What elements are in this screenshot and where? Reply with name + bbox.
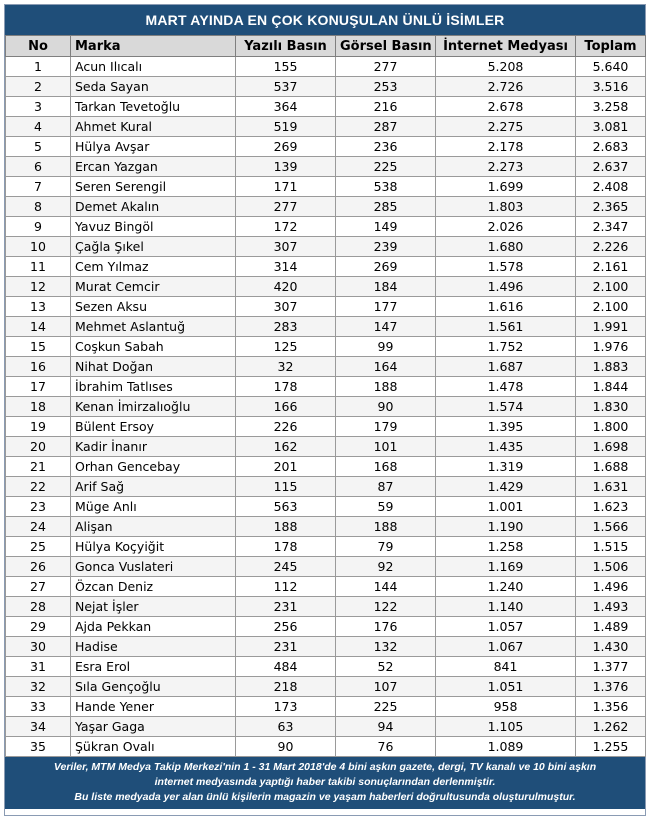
document-title: MART AYINDA EN ÇOK KONUŞULAN ÜNLÜ İSİMLER <box>5 5 645 35</box>
cell-gorsel-basin: 225 <box>336 697 436 717</box>
cell-toplam: 2.365 <box>576 197 646 217</box>
cell-no: 25 <box>6 537 71 557</box>
table-row <box>6 377 646 397</box>
cell-yazili-basin: 178 <box>236 377 336 397</box>
cell-name: Özcan Deniz <box>71 577 236 597</box>
cell-internet-medyasi: 958 <box>436 697 576 717</box>
cell-internet-medyasi: 2.178 <box>436 137 576 157</box>
cell-gorsel-basin: 94 <box>336 717 436 737</box>
cell-gorsel-basin: 168 <box>336 457 436 477</box>
cell-internet-medyasi: 1.616 <box>436 297 576 317</box>
table-row <box>6 77 646 97</box>
cell-internet-medyasi: 1.680 <box>436 237 576 257</box>
cell-gorsel-basin: 177 <box>336 297 436 317</box>
table-row <box>6 357 646 377</box>
table-row <box>6 57 646 77</box>
cell-no: 12 <box>6 277 71 297</box>
cell-name: Şükran Ovalı <box>71 737 236 757</box>
cell-no: 33 <box>6 697 71 717</box>
column-header-gorsel-basin: Görsel Basın <box>336 36 436 57</box>
cell-internet-medyasi: 1.169 <box>436 557 576 577</box>
cell-name: Hande Yener <box>71 697 236 717</box>
cell-toplam: 1.515 <box>576 537 646 557</box>
cell-gorsel-basin: 147 <box>336 317 436 337</box>
cell-name: Mehmet Aslantuğ <box>71 317 236 337</box>
table-row <box>6 97 646 117</box>
cell-gorsel-basin: 99 <box>336 337 436 357</box>
cell-name: Çağla Şıkel <box>71 237 236 257</box>
cell-internet-medyasi: 2.726 <box>436 77 576 97</box>
cell-toplam: 3.081 <box>576 117 646 137</box>
table-row <box>6 617 646 637</box>
cell-name: Murat Cemcir <box>71 277 236 297</box>
cell-name: Sıla Gençoğlu <box>71 677 236 697</box>
table-row <box>6 157 646 177</box>
cell-toplam: 1.489 <box>576 617 646 637</box>
cell-toplam: 1.376 <box>576 677 646 697</box>
cell-no: 3 <box>6 97 71 117</box>
cell-name: Demet Akalın <box>71 197 236 217</box>
cell-internet-medyasi: 1.067 <box>436 637 576 657</box>
cell-no: 8 <box>6 197 71 217</box>
cell-internet-medyasi: 1.001 <box>436 497 576 517</box>
column-header-no: No <box>6 36 71 57</box>
cell-no: 10 <box>6 237 71 257</box>
cell-internet-medyasi: 1.190 <box>436 517 576 537</box>
cell-yazili-basin: 537 <box>236 77 336 97</box>
cell-yazili-basin: 125 <box>236 337 336 357</box>
table-row <box>6 657 646 677</box>
cell-no: 26 <box>6 557 71 577</box>
cell-gorsel-basin: 149 <box>336 217 436 237</box>
cell-internet-medyasi: 1.803 <box>436 197 576 217</box>
table-row <box>6 557 646 577</box>
cell-no: 28 <box>6 597 71 617</box>
cell-gorsel-basin: 285 <box>336 197 436 217</box>
cell-gorsel-basin: 277 <box>336 57 436 77</box>
cell-yazili-basin: 307 <box>236 237 336 257</box>
cell-toplam: 2.100 <box>576 297 646 317</box>
cell-no: 27 <box>6 577 71 597</box>
table-row <box>6 457 646 477</box>
cell-no: 15 <box>6 337 71 357</box>
cell-yazili-basin: 364 <box>236 97 336 117</box>
cell-internet-medyasi: 1.140 <box>436 597 576 617</box>
cell-no: 11 <box>6 257 71 277</box>
table-row <box>6 257 646 277</box>
table-row <box>6 477 646 497</box>
table-body <box>6 57 646 757</box>
cell-yazili-basin: 484 <box>236 657 336 677</box>
cell-internet-medyasi: 1.319 <box>436 457 576 477</box>
cell-internet-medyasi: 1.561 <box>436 317 576 337</box>
cell-internet-medyasi: 1.258 <box>436 537 576 557</box>
cell-name: İbrahim Tatlıses <box>71 377 236 397</box>
table-row <box>6 677 646 697</box>
table-row <box>6 697 646 717</box>
cell-yazili-basin: 115 <box>236 477 336 497</box>
source-note-line-2: internet medyasında yaptığı haber takibi sonuçlarından derlenmiştir. <box>154 776 496 788</box>
cell-internet-medyasi: 1.089 <box>436 737 576 757</box>
cell-gorsel-basin: 538 <box>336 177 436 197</box>
cell-internet-medyasi: 1.057 <box>436 617 576 637</box>
cell-yazili-basin: 307 <box>236 297 336 317</box>
cell-no: 22 <box>6 477 71 497</box>
cell-toplam: 2.683 <box>576 137 646 157</box>
table-row <box>6 217 646 237</box>
cell-toplam: 1.844 <box>576 377 646 397</box>
cell-yazili-basin: 173 <box>236 697 336 717</box>
cell-gorsel-basin: 90 <box>336 397 436 417</box>
cell-name: Yavuz Bingöl <box>71 217 236 237</box>
table-row <box>6 197 646 217</box>
cell-no: 23 <box>6 497 71 517</box>
cell-name: Alişan <box>71 517 236 537</box>
cell-no: 1 <box>6 57 71 77</box>
cell-yazili-basin: 171 <box>236 177 336 197</box>
cell-no: 24 <box>6 517 71 537</box>
cell-yazili-basin: 63 <box>236 717 336 737</box>
cell-yazili-basin: 90 <box>236 737 336 757</box>
cell-internet-medyasi: 1.051 <box>436 677 576 697</box>
column-header-name: Marka <box>71 36 236 57</box>
cell-name: Seren Serengil <box>71 177 236 197</box>
cell-toplam: 1.688 <box>576 457 646 477</box>
cell-toplam: 1.991 <box>576 317 646 337</box>
table-row <box>6 177 646 197</box>
cell-no: 14 <box>6 317 71 337</box>
cell-toplam: 2.226 <box>576 237 646 257</box>
table-row <box>6 637 646 657</box>
cell-name: Ajda Pekkan <box>71 617 236 637</box>
table-row <box>6 737 646 757</box>
cell-yazili-basin: 218 <box>236 677 336 697</box>
cell-toplam: 1.430 <box>576 637 646 657</box>
cell-name: Hülya Koçyiğit <box>71 537 236 557</box>
table-row <box>6 417 646 437</box>
table-row <box>6 597 646 617</box>
cell-gorsel-basin: 179 <box>336 417 436 437</box>
cell-gorsel-basin: 132 <box>336 637 436 657</box>
cell-gorsel-basin: 87 <box>336 477 436 497</box>
table-header-row <box>6 36 646 57</box>
cell-name: Cem Yılmaz <box>71 257 236 277</box>
cell-name: Tarkan Tevetoğlu <box>71 97 236 117</box>
cell-yazili-basin: 420 <box>236 277 336 297</box>
cell-yazili-basin: 32 <box>236 357 336 377</box>
cell-yazili-basin: 188 <box>236 517 336 537</box>
cell-no: 18 <box>6 397 71 417</box>
cell-yazili-basin: 519 <box>236 117 336 137</box>
cell-yazili-basin: 269 <box>236 137 336 157</box>
ranking-document <box>4 4 646 816</box>
cell-name: Hülya Avşar <box>71 137 236 157</box>
cell-no: 16 <box>6 357 71 377</box>
cell-toplam: 2.161 <box>576 257 646 277</box>
cell-internet-medyasi: 841 <box>436 657 576 677</box>
table-row <box>6 237 646 257</box>
cell-name: Coşkun Sabah <box>71 337 236 357</box>
cell-no: 13 <box>6 297 71 317</box>
column-header-yazili-basin: Yazılı Basın <box>236 36 336 57</box>
cell-gorsel-basin: 76 <box>336 737 436 757</box>
table-row <box>6 397 646 417</box>
cell-no: 32 <box>6 677 71 697</box>
source-note-line-1: Veriler, MTM Medya Takip Merkezi'nin 1 - 31 Mart 2018'de 4 bini aşkın gazete, dergi, TV kanalı ve 10 bini aşkın <box>53 761 597 773</box>
cell-gorsel-basin: 122 <box>336 597 436 617</box>
cell-gorsel-basin: 92 <box>336 557 436 577</box>
cell-yazili-basin: 231 <box>236 597 336 617</box>
cell-gorsel-basin: 101 <box>336 437 436 457</box>
ranking-table <box>5 35 646 757</box>
cell-name: Nejat İşler <box>71 597 236 617</box>
table-row <box>6 437 646 457</box>
cell-toplam: 1.800 <box>576 417 646 437</box>
cell-internet-medyasi: 2.678 <box>436 97 576 117</box>
cell-toplam: 2.347 <box>576 217 646 237</box>
cell-no: 19 <box>6 417 71 437</box>
cell-name: Gonca Vuslateri <box>71 557 236 577</box>
cell-toplam: 2.637 <box>576 157 646 177</box>
cell-no: 4 <box>6 117 71 137</box>
cell-gorsel-basin: 52 <box>336 657 436 677</box>
cell-name: Hadise <box>71 637 236 657</box>
cell-internet-medyasi: 5.208 <box>436 57 576 77</box>
source-note-line-3: Bu liste medyada yer alan ünlü kişilerin magazin ve yaşam haberleri doğrultusunda oluşturulmuştur. <box>74 791 576 803</box>
cell-internet-medyasi: 1.478 <box>436 377 576 397</box>
table-row <box>6 717 646 737</box>
cell-gorsel-basin: 269 <box>336 257 436 277</box>
cell-gorsel-basin: 253 <box>336 77 436 97</box>
cell-internet-medyasi: 1.574 <box>436 397 576 417</box>
source-note <box>5 757 645 809</box>
cell-gorsel-basin: 107 <box>336 677 436 697</box>
cell-name: Yaşar Gaga <box>71 717 236 737</box>
cell-internet-medyasi: 1.435 <box>436 437 576 457</box>
cell-yazili-basin: 178 <box>236 537 336 557</box>
cell-internet-medyasi: 1.699 <box>436 177 576 197</box>
cell-name: Sezen Aksu <box>71 297 236 317</box>
cell-gorsel-basin: 225 <box>336 157 436 177</box>
cell-gorsel-basin: 188 <box>336 377 436 397</box>
cell-internet-medyasi: 1.105 <box>436 717 576 737</box>
cell-name: Seda Sayan <box>71 77 236 97</box>
table-row <box>6 337 646 357</box>
cell-internet-medyasi: 2.273 <box>436 157 576 177</box>
cell-yazili-basin: 314 <box>236 257 336 277</box>
cell-gorsel-basin: 59 <box>336 497 436 517</box>
cell-yazili-basin: 231 <box>236 637 336 657</box>
cell-no: 21 <box>6 457 71 477</box>
cell-name: Bülent Ersoy <box>71 417 236 437</box>
cell-toplam: 1.262 <box>576 717 646 737</box>
cell-toplam: 2.408 <box>576 177 646 197</box>
cell-internet-medyasi: 1.395 <box>436 417 576 437</box>
cell-name: Acun Ilıcalı <box>71 57 236 77</box>
table-row <box>6 277 646 297</box>
cell-toplam: 1.377 <box>576 657 646 677</box>
cell-yazili-basin: 166 <box>236 397 336 417</box>
table-row <box>6 497 646 517</box>
cell-toplam: 1.496 <box>576 577 646 597</box>
cell-internet-medyasi: 2.275 <box>436 117 576 137</box>
cell-internet-medyasi: 1.687 <box>436 357 576 377</box>
cell-no: 20 <box>6 437 71 457</box>
cell-name: Arif Sağ <box>71 477 236 497</box>
cell-yazili-basin: 201 <box>236 457 336 477</box>
cell-name: Ahmet Kural <box>71 117 236 137</box>
cell-name: Orhan Gencebay <box>71 457 236 477</box>
cell-toplam: 2.100 <box>576 277 646 297</box>
cell-yazili-basin: 162 <box>236 437 336 457</box>
cell-toplam: 1.883 <box>576 357 646 377</box>
cell-name: Kenan İmirzalıoğlu <box>71 397 236 417</box>
cell-yazili-basin: 226 <box>236 417 336 437</box>
cell-yazili-basin: 277 <box>236 197 336 217</box>
cell-no: 9 <box>6 217 71 237</box>
cell-yazili-basin: 245 <box>236 557 336 577</box>
cell-gorsel-basin: 287 <box>336 117 436 137</box>
cell-gorsel-basin: 188 <box>336 517 436 537</box>
cell-toplam: 1.623 <box>576 497 646 517</box>
column-header-internet-medyasi: İnternet Medyası <box>436 36 576 57</box>
cell-toplam: 1.631 <box>576 477 646 497</box>
cell-no: 35 <box>6 737 71 757</box>
table-row <box>6 537 646 557</box>
cell-gorsel-basin: 216 <box>336 97 436 117</box>
cell-no: 6 <box>6 157 71 177</box>
cell-name: Ercan Yazgan <box>71 157 236 177</box>
cell-toplam: 3.258 <box>576 97 646 117</box>
cell-gorsel-basin: 239 <box>336 237 436 257</box>
cell-no: 17 <box>6 377 71 397</box>
cell-name: Esra Erol <box>71 657 236 677</box>
cell-gorsel-basin: 236 <box>336 137 436 157</box>
cell-toplam: 3.516 <box>576 77 646 97</box>
cell-no: 7 <box>6 177 71 197</box>
table-row <box>6 577 646 597</box>
cell-gorsel-basin: 184 <box>336 277 436 297</box>
cell-name: Müge Anlı <box>71 497 236 517</box>
cell-toplam: 1.830 <box>576 397 646 417</box>
cell-gorsel-basin: 79 <box>336 537 436 557</box>
table-row <box>6 517 646 537</box>
table-row <box>6 317 646 337</box>
table-row <box>6 297 646 317</box>
column-header-toplam: Toplam <box>576 36 646 57</box>
cell-no: 31 <box>6 657 71 677</box>
cell-toplam: 1.976 <box>576 337 646 357</box>
cell-gorsel-basin: 144 <box>336 577 436 597</box>
cell-toplam: 5.640 <box>576 57 646 77</box>
cell-toplam: 1.493 <box>576 597 646 617</box>
cell-yazili-basin: 172 <box>236 217 336 237</box>
cell-yazili-basin: 256 <box>236 617 336 637</box>
cell-internet-medyasi: 1.429 <box>436 477 576 497</box>
cell-no: 2 <box>6 77 71 97</box>
cell-yazili-basin: 112 <box>236 577 336 597</box>
table-row <box>6 137 646 157</box>
cell-yazili-basin: 283 <box>236 317 336 337</box>
cell-toplam: 1.698 <box>576 437 646 457</box>
cell-no: 29 <box>6 617 71 637</box>
cell-name: Nihat Doğan <box>71 357 236 377</box>
cell-toplam: 1.506 <box>576 557 646 577</box>
cell-yazili-basin: 139 <box>236 157 336 177</box>
cell-internet-medyasi: 1.752 <box>436 337 576 357</box>
cell-gorsel-basin: 164 <box>336 357 436 377</box>
cell-toplam: 1.356 <box>576 697 646 717</box>
cell-no: 34 <box>6 717 71 737</box>
cell-internet-medyasi: 1.496 <box>436 277 576 297</box>
cell-internet-medyasi: 1.578 <box>436 257 576 277</box>
cell-internet-medyasi: 2.026 <box>436 217 576 237</box>
cell-internet-medyasi: 1.240 <box>436 577 576 597</box>
cell-yazili-basin: 563 <box>236 497 336 517</box>
cell-toplam: 1.566 <box>576 517 646 537</box>
table-row <box>6 117 646 137</box>
cell-yazili-basin: 155 <box>236 57 336 77</box>
cell-gorsel-basin: 176 <box>336 617 436 637</box>
cell-no: 5 <box>6 137 71 157</box>
cell-name: Kadir İnanır <box>71 437 236 457</box>
cell-toplam: 1.255 <box>576 737 646 757</box>
cell-no: 30 <box>6 637 71 657</box>
